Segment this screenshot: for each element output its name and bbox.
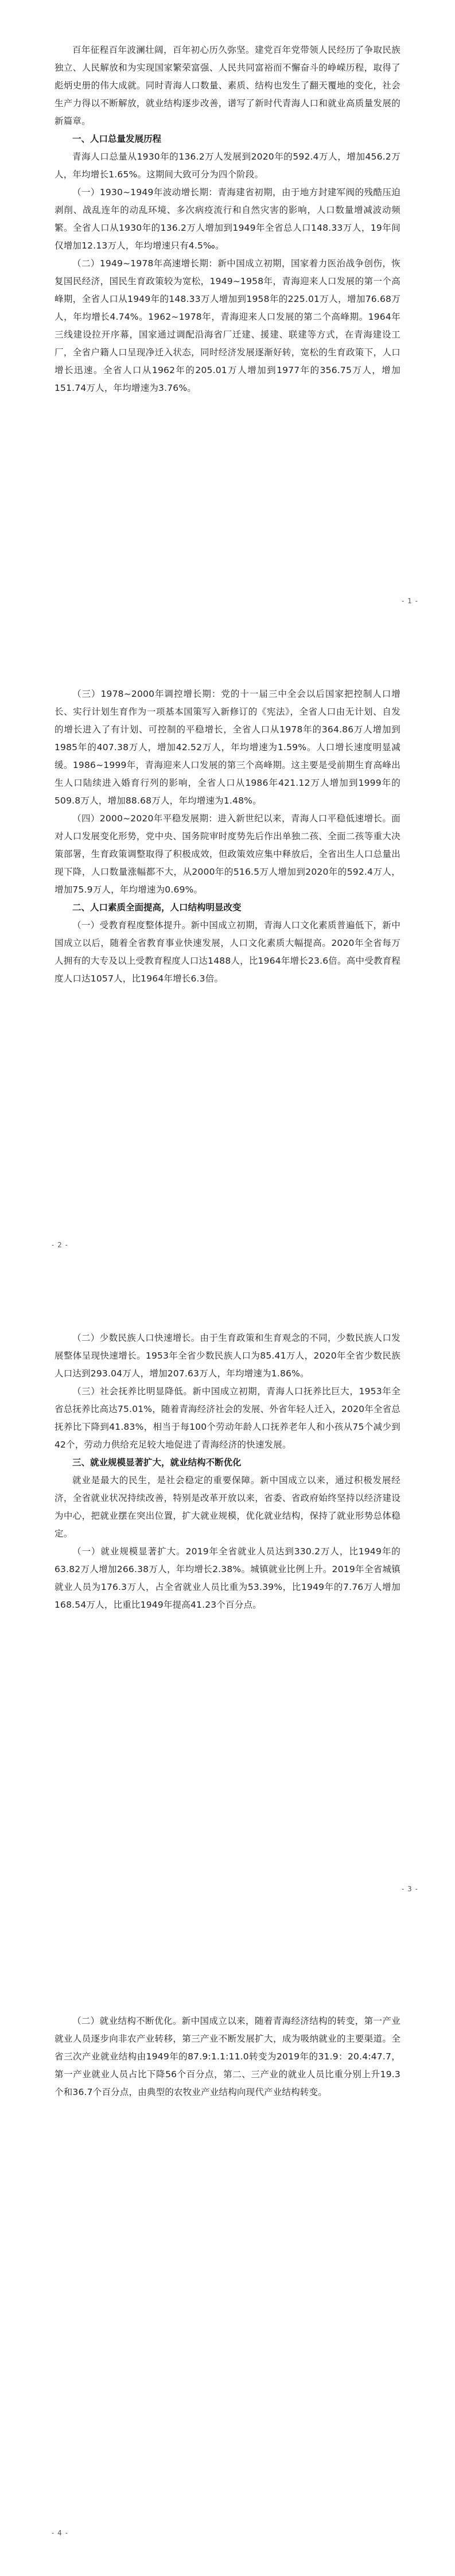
section3-paragraph-2: （一）就业规模显著扩大。2019年全省就业人员达到330.2万人，比1949年的63.82万人增加266.38万人，年均增长2.38%。城镇就业比例上升。2019年全省城镇就业人员为176.3万人，占全省就业人员比重为53.39%，比1949年的7.76万人增加168.54万人，比重比1949年提高41.23个百分点。 xyxy=(55,1546,400,1610)
section1-paragraph-4: （三）1978~2000年调控增长期：党的十一届三中全会以后国家把控制人口增长、实行计划生育作为一项基本国策写入新修订的《宪法》，全省人口由无计划、自发的增长进入了有计划、可控制的平稳增长，全省人口从1978年的364.86万人增加到1985年的407.38万人，增加42.52万人，年均增速为1.59%。人口增长速度明显减缓。1986~1999年，青海迎来人口发展的第三个高峰期。这主要是受前期生育高峰出生人口陆续进入婚育行列的影响，全省人口从1986年421.12万人增加到1999年的509.8万人，增加88.68万人，年均增速为1.48%。 xyxy=(55,689,400,806)
section2-paragraph-3: （三）社会抚养比明显降低。新中国成立初期，青海人口抚养比巨大，1953年全省总抚养比高达75.01%，随着青海经济社会的发展、外省年轻人迁入，2020年全省总抚养比下降到41.83%，相当于每100个劳动年龄人口抚养老年人和小孩从75个减少到42个，劳动力供给充足较大地促进了青海经济的快速发展。 xyxy=(55,1386,400,1450)
section2-paragraph-1: （一）受教育程度整体提升。新中国成立初期，青海人口文化素质普遍低下，新中国成立以后，随着全省教育事业快速发展，人口文化素质大幅提高。2020年全省每万人拥有的大专及以上受教育程度人口达1488人，比1964年增长23.6倍。高中受教育程度人口达1057人，比1964年增长6.3倍。 xyxy=(55,920,400,984)
page-1 xyxy=(0,0,455,644)
section3-paragraph-1: 就业是最大的民生，是社会稳定的重要保障。新中国成立以来，通过积极发展经济，全省就业状况持续改善，特别是改革开放以来，省委、省政府始终坚持以经济建设为中心，把就业摆在突出位置，扩大就业规模，优化就业结构，保持了就业形势总体稳定。 xyxy=(55,1475,400,1539)
section3-paragraph-3: （二）就业结构不断优化。新中国成立以来，随着青海经济结构的转变，第一产业就业人员逐步向非农产业转移，第三产业不断发展扩大，成为吸纳就业的主要渠道。全省三次产业就业结构由1949年的87.9:1.1:11.0转变为2019年的31.9：20.4:47.7，第一产业就业人员占比下降56个百分点，第二、三产业的就业人员比重分别上升19.3个和36.7个百分点，由典型的农牧业产业结构向现代产业结构转变。 xyxy=(55,2016,400,2097)
page-3 xyxy=(0,1288,455,1932)
page-4 xyxy=(0,1932,455,2576)
page-number-4: - 4 - xyxy=(52,2529,68,2537)
section1-paragraph-1: 青海人口总量从1930年的136.2万人发展到2020年的592.4万人，增加456.2万人，年均增长1.65%。这期间大致可分为四个阶段。 xyxy=(55,152,400,180)
section3-heading: 三、就业规模显著扩大，就业结构不断优化 xyxy=(72,1457,242,1468)
section2-heading: 二、人口素质全面提高，人口结构明显改变 xyxy=(72,902,242,913)
section1-paragraph-3: （二）1949~1978年高速增长期：新中国成立初期，国家着力医治战争创伤，恢复国民经济，国民生育政策较为宽松，1949~1958年，青海迎来人口发展的第一个高峰期，全省人口从1949年的148.33万人增加到1958年的225.01万人，增加76.68万人，年均增长4.74%。1962~1978年，青海迎来人口发展的第二个高峰期。1964年三线建设拉开序幕，国家通过调配沿海省厂迁建、援建、联建等方式，在青海建设工厂，全省户籍人口呈现净迁入状态，同时经济发展逐渐好转，宽松的生育政策下，人口增长迅速。全省人口从1962年的205.01万人增加到1977年的356.75万人，增加151.74万人，年均增速为3.76%。 xyxy=(55,258,400,393)
section2-paragraph-2: （二）少数民族人口快速增长。由于生育政策和生育观念的不同，少数民族人口发展整体呈现快速增长。1953年全省少数民族人口为85.41万人，2020年全省少数民族人口达到293.04万人，增加207.63万人，年均增速为1.86%。 xyxy=(55,1333,400,1379)
page-number-1: - 1 - xyxy=(402,597,418,605)
intro-paragraph: 百年征程百年波澜壮阔，百年初心历久弥坚。建党百年党带领人民经历了争取民族独立、人民解放和为实现国家繁荣富强、人民共同富裕而不懈奋斗的峥嵘历程，取得了彪炳史册的伟大成就。同时青海人口数量、素质、结构也发生了翻天覆地的变化，社会生产力得以不断解放，就业结构逐步改善，谱写了新时代青海人口和就业高质量发展的新篇章。 xyxy=(55,45,400,126)
page-2 xyxy=(0,644,455,1288)
page-number-2: - 2 - xyxy=(52,1241,68,1249)
section1-heading: 一、人口总量发展历程 xyxy=(72,134,162,144)
section1-paragraph-5: （四）2000~2020年平稳发展期：进入新世纪以来，青海人口平稳低速增长。面对人口发展变化形势，党中央、国务院审时度势先后作出单独二孩、全面二孩等重大决策部署，生育政策调整取得了积极成效，但政策效应集中释放后，全省出生人口总量出现下降，人口数量涨幅都不大，从2000年的516.5万人增加到2020年的592.4万人，增加75.9万人，年均增速为0.69%。 xyxy=(55,813,400,895)
page-number-3: - 3 - xyxy=(402,1885,418,1893)
section1-paragraph-2: （一）1930~1949年波动增长期：青海建省初期，由于地方封建军阀的残酷压迫剥削、战乱连年的动乱环境、多次病疫流行和自然灾害的影响，人口数量增减波动频繁。全省人口从1930年的136.2万人增加到1949年全省总人口148.33万人，19年间仅增加12.13万人，年均增速只有4.5‰。 xyxy=(55,187,400,251)
